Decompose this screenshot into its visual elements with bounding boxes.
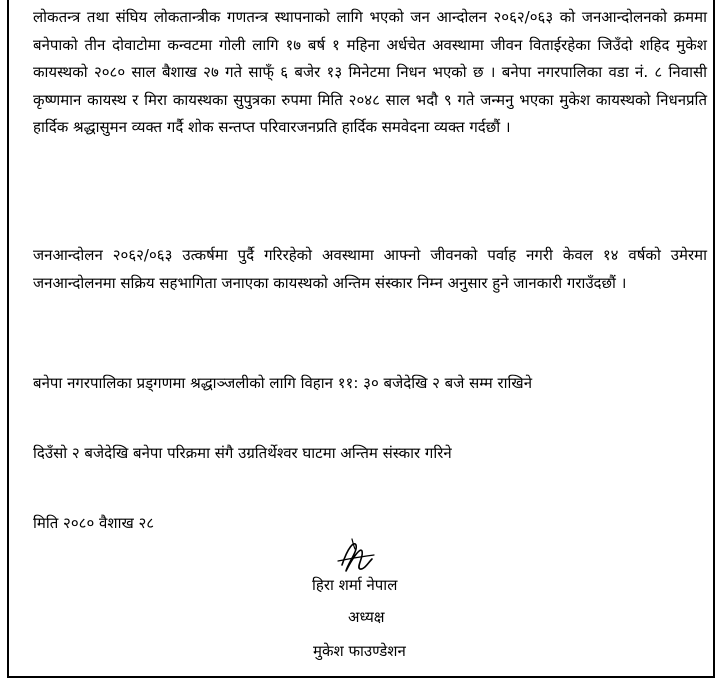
funeral-notice-paragraph: जनआन्दोलन २०६२/०६३ उत्कर्षमा पुर्दै गरिरहेको अवस्थामा आफ्नो जीवनको पर्वाह नगरी केवल १४ वर्षको उमेरमा जनआन्दोलनमा सक्रिय सहभागिता जनाएका कायस्थको अन्तिम संस्कार निम्न अनुसार हुने जानकारी गराउँदछौं । [33,246,707,292]
signature-icon [334,537,380,577]
signatory-organization: मुकेश फाउण्डेशन [313,642,406,660]
signatory-title: अध्यक्ष [348,608,385,626]
schedule-tribute: बनेपा नगरपालिका प्रड्गणमा श्रद्धाञ्जलीको लागि विहान ११: ३० बजेदेखि २ बजे सम्म राखिने [33,374,533,392]
schedule-cremation: दिउँसो २ बजेदेखि बनेपा परिक्रमा संगै उग्रतिर्थेश्वर घाटमा अन्तिम संस्कार गरिने [33,444,452,462]
condolence-paragraph: लोकतन्त्र तथा संघिय लोकतान्त्रीक गणतन्त्र स्थापनाको लागि भएको जन आन्दोलन २०६२/०६३ को जनआन्दोलनको क्रममा बनेपाको तीन दोवाटोमा कन्वटमा गोली लागि १७ बर्ष १ महिना अर्धचेत अवस्थामा जीवन विताईरहेका जिउँदो शहिद मुकेश कायस्थको २०८० साल बैशाख २७ गते साफ्ँ ६ बजेर १३ मिनेटमा निधन भएको छ । बनेपा नगरपालिका वडा नं. ८ निवासी कृष्णमान कायस्थ र मिरा कायस्थका सुपुत्रका रुपमा मिति २०४८ साल भदौ ९ गते जन्मनु भएका मुकेश कायस्थको निधनप्रति हार्दिक श्रद्धासुमन व्यक्त गर्दै शोक सन्तप्त परिवारजनप्रति हार्दिक समवेदना व्यक्त गर्दछौं । [33,8,707,136]
signatory-name: हिरा शर्मा नेपाल [312,576,398,594]
letter-date: मिति २०८० वैशाख २८ [33,514,155,532]
